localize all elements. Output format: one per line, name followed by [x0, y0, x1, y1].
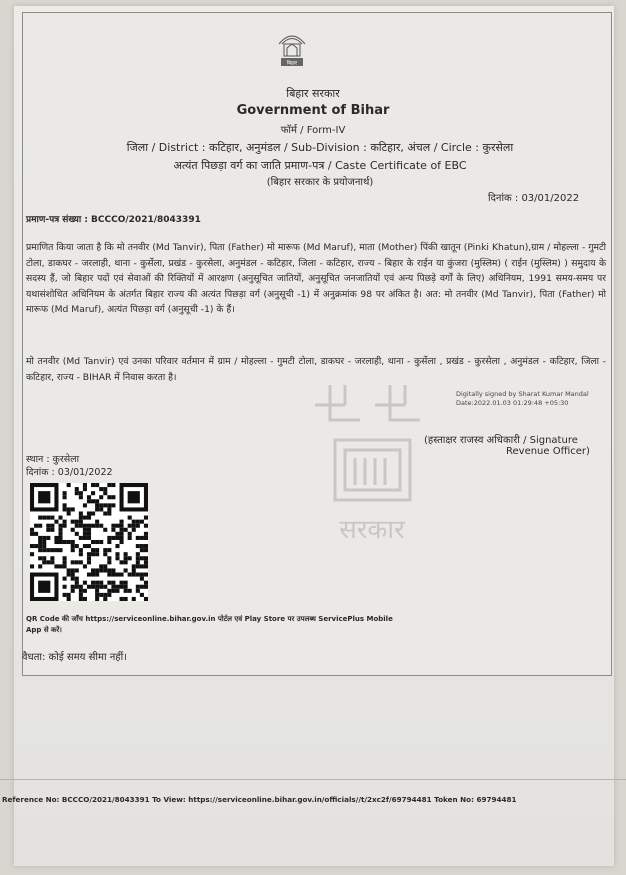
digital-signature: [456, 390, 589, 408]
certificate-title: अत्यंत पिछड़ा वर्ग का जाति प्रमाण-पत्र / Caste Certificate of EBC: [173, 159, 467, 172]
footer-divider: [0, 779, 626, 780]
digital-signature-signer: Digitally signed by Sharat Kumar Mandal: [456, 390, 589, 398]
bihar-emblem-icon: [275, 26, 309, 72]
certificate-number: प्रमाण-पत्र संख्या : BCCCO/2021/8043391: [26, 215, 201, 225]
header-title-english: Government of Bihar: [236, 103, 390, 118]
qr-code-icon: [30, 483, 148, 601]
reference-line: Reference No: BCCCO/2021/8043391 To View: https://serviceonline.bihar.gov.in/officials//t/2xc2f/69794481 Token No: 69794481: [2, 795, 517, 804]
bihar-seal-watermark-icon: [300, 380, 450, 550]
issue-date: दिनांक : 03/01/2022: [488, 193, 580, 204]
header-title-hindi: बिहार सरकार: [286, 87, 340, 100]
svg-text:सरकार: सरकार: [339, 515, 405, 545]
form-label: फॉर्म / Form-IV: [280, 125, 346, 136]
district-line: जिला / District : कटिहार, अनुमंडल / Sub-Division : कटिहार, अंचल / Circle : कुरसेला: [126, 141, 514, 154]
certificate-purpose: (बिहार सरकार के प्रयोजनार्थ): [266, 177, 374, 188]
digital-signature-date: Date:2022.01.03 01:29:48 +05:30: [456, 399, 569, 407]
place-label: स्थान : कुरसेला: [26, 454, 80, 465]
validity-note: वैधता: कोई समय सीमा नहीं।: [22, 652, 127, 663]
signature-label-line1: (हस्ताक्षर राजस्व अधिकारी / Signature: [424, 435, 578, 446]
certificate-body-paragraph: प्रमाणित किया जाता है कि मो तनवीर (Md Tanvir), पिता (Father) मो मारूफ (Md Maruf), माता (Mother) पिंकी खातून (Pinki Khatun),ग्राम / मोहल्ला - गुमटी टोला, डाकघर - जरलाही, थाना - कुर्सेला, प्रखंड - कुरसेला, अनुमंडल - कटिहार, जिला - कटिहार, राज्य - बिहार के राईन या कुंजरा (मुस्लिम) ( राईन (मुस्लिम) ) समुदाय के सदस्य हैं, जो बिहार पदों एवं सेवाओं की रिक्तियों में आरक्षण (अनुसूचित जातियों, अनुसूचित जनजातियों एवं अन्य पिछड़े वर्गों के लिए) अधिनियम, 1991 समय-समय पर यथासंशोधित अधिनियम के अंतर्गत बिहार राज्य की अत्यंत पिछड़ा वर्ग (अनुसूची -1) में अनुक्रमांक 98 पर अंकित है। अत: मो तनवीर (Md Tanvir), पिता (Father) मो मारूफ (Md Maruf), अत्यंत पिछड़ा वर्ग (अनुसूची -1) के हैं।: [26, 242, 606, 315]
date-bottom: दिनांक : 03/01/2022: [26, 467, 113, 478]
svg-text:बिहार: बिहार: [286, 60, 298, 67]
qr-verification-note: QR Code की जाँच https://serviceonline.bihar.gov.in पोर्टल एवं Play Store पर उपलब्ध ServicePlus Mobile App से करें।: [26, 615, 393, 634]
signature-label-line2: Revenue Officer): [506, 446, 590, 457]
residence-paragraph: मो तनवीर (Md Tanvir) एवं उनका परिवार वर्तमान में ग्राम / मोहल्ला - गुमटी टोला, डाकघर - जरलाही, थाना - कुर्सेला , प्रखंड - कुरसेला , अनुमंडल - कटिहार, जिला - कटिहार, राज्य - BIHAR में निवास करता है।: [26, 356, 606, 383]
